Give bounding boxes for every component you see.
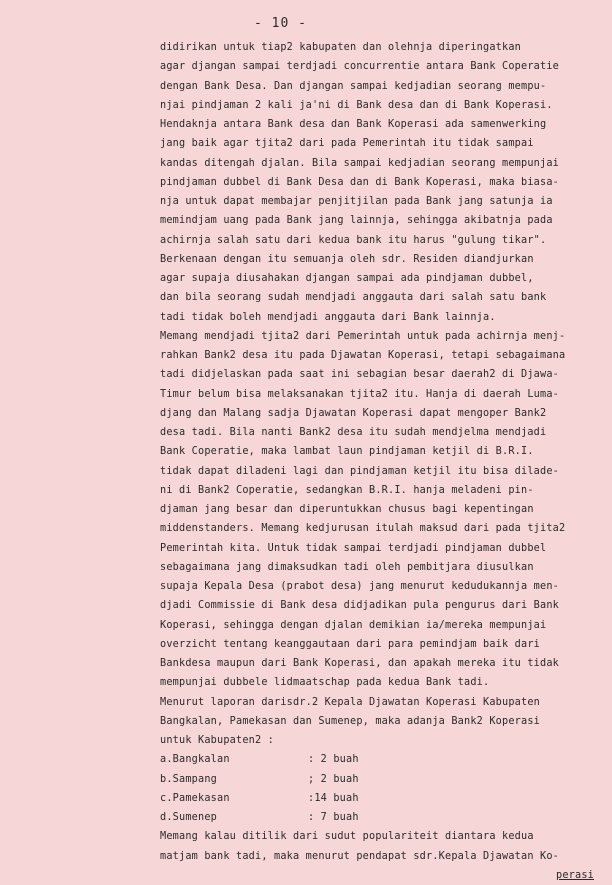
text-line: Koperasi, sehingga dengan djalan demikian ia/mereka mempunjai — [160, 619, 547, 631]
catchword: perasi — [555, 869, 594, 881]
text-line: didirikan untuk tiap2 kabupaten dan olehnja diperingatkan — [160, 42, 522, 53]
text-line: jang baik agar tjita2 dari pada Pemerintah itu tidak sampai — [160, 138, 534, 150]
text-line: sebagaimana jang dimaksudkan tadi oleh pembitjara diusulkan — [160, 561, 534, 573]
text-line: tadi didjelaskan pada saat ini sebagian besar daerah2 di Djawa- — [160, 369, 560, 381]
text-line: matjam bank tadi, maka menurut pendapat sdr.Kepala Djawatan Ko- — [160, 850, 560, 862]
text-line: dan bila seorang sudah mendjadi anggauta dari salah satu bank — [160, 292, 547, 304]
text-line: achirnja salah satu dari kedua bank itu harus "gulung tikar". — [160, 234, 547, 246]
text-line: supaja Kepala Desa (prabot desa) jang menurut kedudukannja men- — [160, 581, 560, 592]
page-number: - 10 - — [254, 16, 307, 31]
text-line: Menurut laporan darisdr.2 Kepala Djawatan Koperasi Kabupaten — [160, 696, 541, 708]
text-line: agar supaja diusahakan djangan sampai ada pindjaman dubbel, — [160, 273, 534, 284]
paragraph-3 — [160, 693, 612, 751]
bank-count-list — [160, 750, 612, 827]
text-line: tadi tidak boleh mendjadi anggauta dari Bank lainnja. — [160, 311, 496, 323]
text-line: dengan Bank Desa. Dan djangan sampai kedjadian seorang mempu- — [160, 80, 547, 92]
text-line: Bangkalan, Pamekasan dan Sumenep, maka adanja Bank2 Koperasi — [160, 715, 541, 727]
text-line: djang dan Malang sadja Djawatan Koperasi dapat mengoper Bank2 — [160, 407, 547, 419]
text-line: overzicht tentang keanggautaan dari para pemindjam baik dari — [160, 638, 541, 650]
bank-count: ; 2 buah — [308, 773, 359, 785]
paragraph-2 — [160, 327, 612, 693]
list-item — [160, 789, 612, 808]
regency-name: a.Bangkalan — [160, 754, 230, 766]
text-line: Memang mendjadi tjita2 dari Pemerintah untuk pada achirnja menj- — [160, 330, 566, 342]
text-line: untuk Kabupaten2 : — [160, 735, 275, 746]
bank-count: : 2 buah — [308, 754, 359, 766]
bank-count: :14 buah — [308, 792, 359, 804]
text-line: middenstanders. Memang kedjurusan itulah maksud dari pada tjita2 — [160, 523, 566, 535]
text-line: desa tadi. Bila nanti Bank2 desa itu sudah mendjelma mendjadi — [160, 427, 547, 438]
text-line: Bankdesa maupun dari Bank Koperasi, dan apakah mereka itu tidak — [160, 658, 560, 669]
text-line: tidak dapat diladeni lagi dan pindjaman ketjil itu bisa dilade- — [160, 465, 560, 477]
regency-name: b.Sampang — [160, 773, 218, 785]
text-line: ni di Bank2 Coperatie, sedangkan B.R.I. hanja meladeni pin- — [160, 484, 534, 496]
text-line: Timur belum bisa melaksanakan tjita2 itu. Hanja di daerah Luma- — [160, 388, 560, 400]
bank-count: : 7 buah — [308, 812, 359, 823]
list-item — [160, 808, 612, 827]
text-line: Bank Coperatie, maka lambat laun pindjaman ketjil di B.R.I. — [160, 446, 534, 458]
text-line: kandas ditengah djalan. Bila sampai kedjadian seorang mempunjai — [160, 157, 560, 169]
text-line: Memang kalau ditilik dari sudut populariteit diantara kedua — [160, 831, 534, 843]
paragraph-4 — [160, 827, 612, 866]
document-body — [160, 38, 612, 885]
text-line: nja untuk dapat membajar penjitjilan pada Bank jang satunja ia — [160, 196, 553, 207]
list-item — [160, 770, 612, 789]
regency-name: d.Sumenep — [160, 812, 218, 823]
text-line: Hendaknja antara Bank desa dan Bank Koperasi ada samenwerking — [160, 119, 547, 130]
text-line: njai pindjaman 2 kali ja'ni di Bank desa dan di Bank Koperasi. — [160, 99, 553, 111]
paragraph-1 — [160, 38, 612, 327]
text-line: agar djangan sampai terdjadi concurrentie antara Bank Coperatie — [160, 61, 560, 73]
text-line: djadi Commissie di Bank desa didjadikan pula pengurus dari Bank — [160, 600, 560, 612]
text-line: djaman jang besar dan diperuntukkan chusus bagi kepentingan — [160, 504, 534, 515]
list-item — [160, 750, 612, 769]
regency-name: c.Pamekasan — [160, 792, 230, 804]
text-line: pindjaman dubbel di Bank Desa dan di Bank Koperasi, maka biasa- — [160, 176, 560, 188]
text-line: Berkenaan dengan itu semuanja oleh sdr. Residen diandjurkan — [160, 253, 534, 265]
text-line: rahkan Bank2 desa itu pada Djawatan Koperasi, tetapi sebagaimana — [160, 350, 566, 361]
text-line: Pemerintah kita. Untuk tidak sampai terdjadi pindjaman dubbel — [160, 542, 547, 554]
text-line: mempunjai dubbele lidmaatschap pada kedua Bank tadi. — [160, 677, 490, 689]
text-line: memindjam uang pada Bank jang lainnja, sehingga akibatnja pada — [160, 215, 553, 227]
